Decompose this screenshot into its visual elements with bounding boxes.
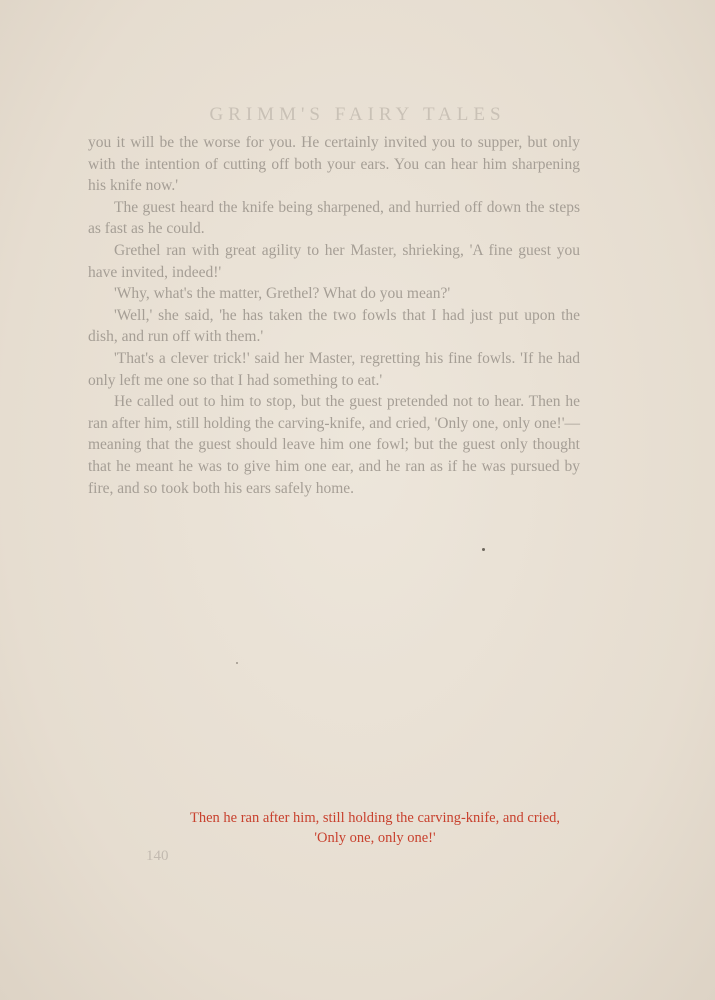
running-head: GRIMM'S FAIRY TALES	[209, 104, 506, 125]
caption-line-2: 'Only one, only one!'	[314, 830, 436, 846]
illustration-caption	[150, 808, 600, 848]
paper-speck	[236, 662, 238, 664]
paragraph: you it will be the worse for you. He certainly invited you to supper, but only with the intention of cutting off both your ears. You can hear him sharpening his knife now.'	[88, 134, 580, 195]
paragraph: 'Why, what's the matter, Grethel? What do you mean?'	[114, 285, 451, 303]
paper-speck	[482, 548, 485, 551]
paragraph: 'That's a clever trick!' said her Master, regretting his fine fowls. 'If he had only left me one so that I had something to eat.'	[88, 349, 580, 389]
story-text	[88, 132, 580, 499]
paragraph: The guest heard the knife being sharpened, and hurried off down the steps as fast as he could.	[88, 198, 580, 238]
paragraph: He called out to him to stop, but the guest pretended not to hear. Then he ran after him, still holding the carving-knife, and cried, 'Only one, only one!'—meaning that the guest should leave him one fowl; but the guest only thought that he meant he was to give him one ear, and he ran as if he was pursued by fire, and so took both his ears safely home.	[88, 393, 580, 497]
caption-line-1: Then he ran after him, still holding the carving-knife, and cried,	[189, 810, 561, 826]
paragraph: Grethel ran with great agility to her Master, shrieking, 'A fine guest you have invited, indeed!'	[88, 241, 580, 281]
paragraph: 'Well,' she said, 'he has taken the two fowls that I had just put upon the dish, and run off with them.'	[88, 306, 580, 346]
page-number: 140	[146, 848, 169, 864]
